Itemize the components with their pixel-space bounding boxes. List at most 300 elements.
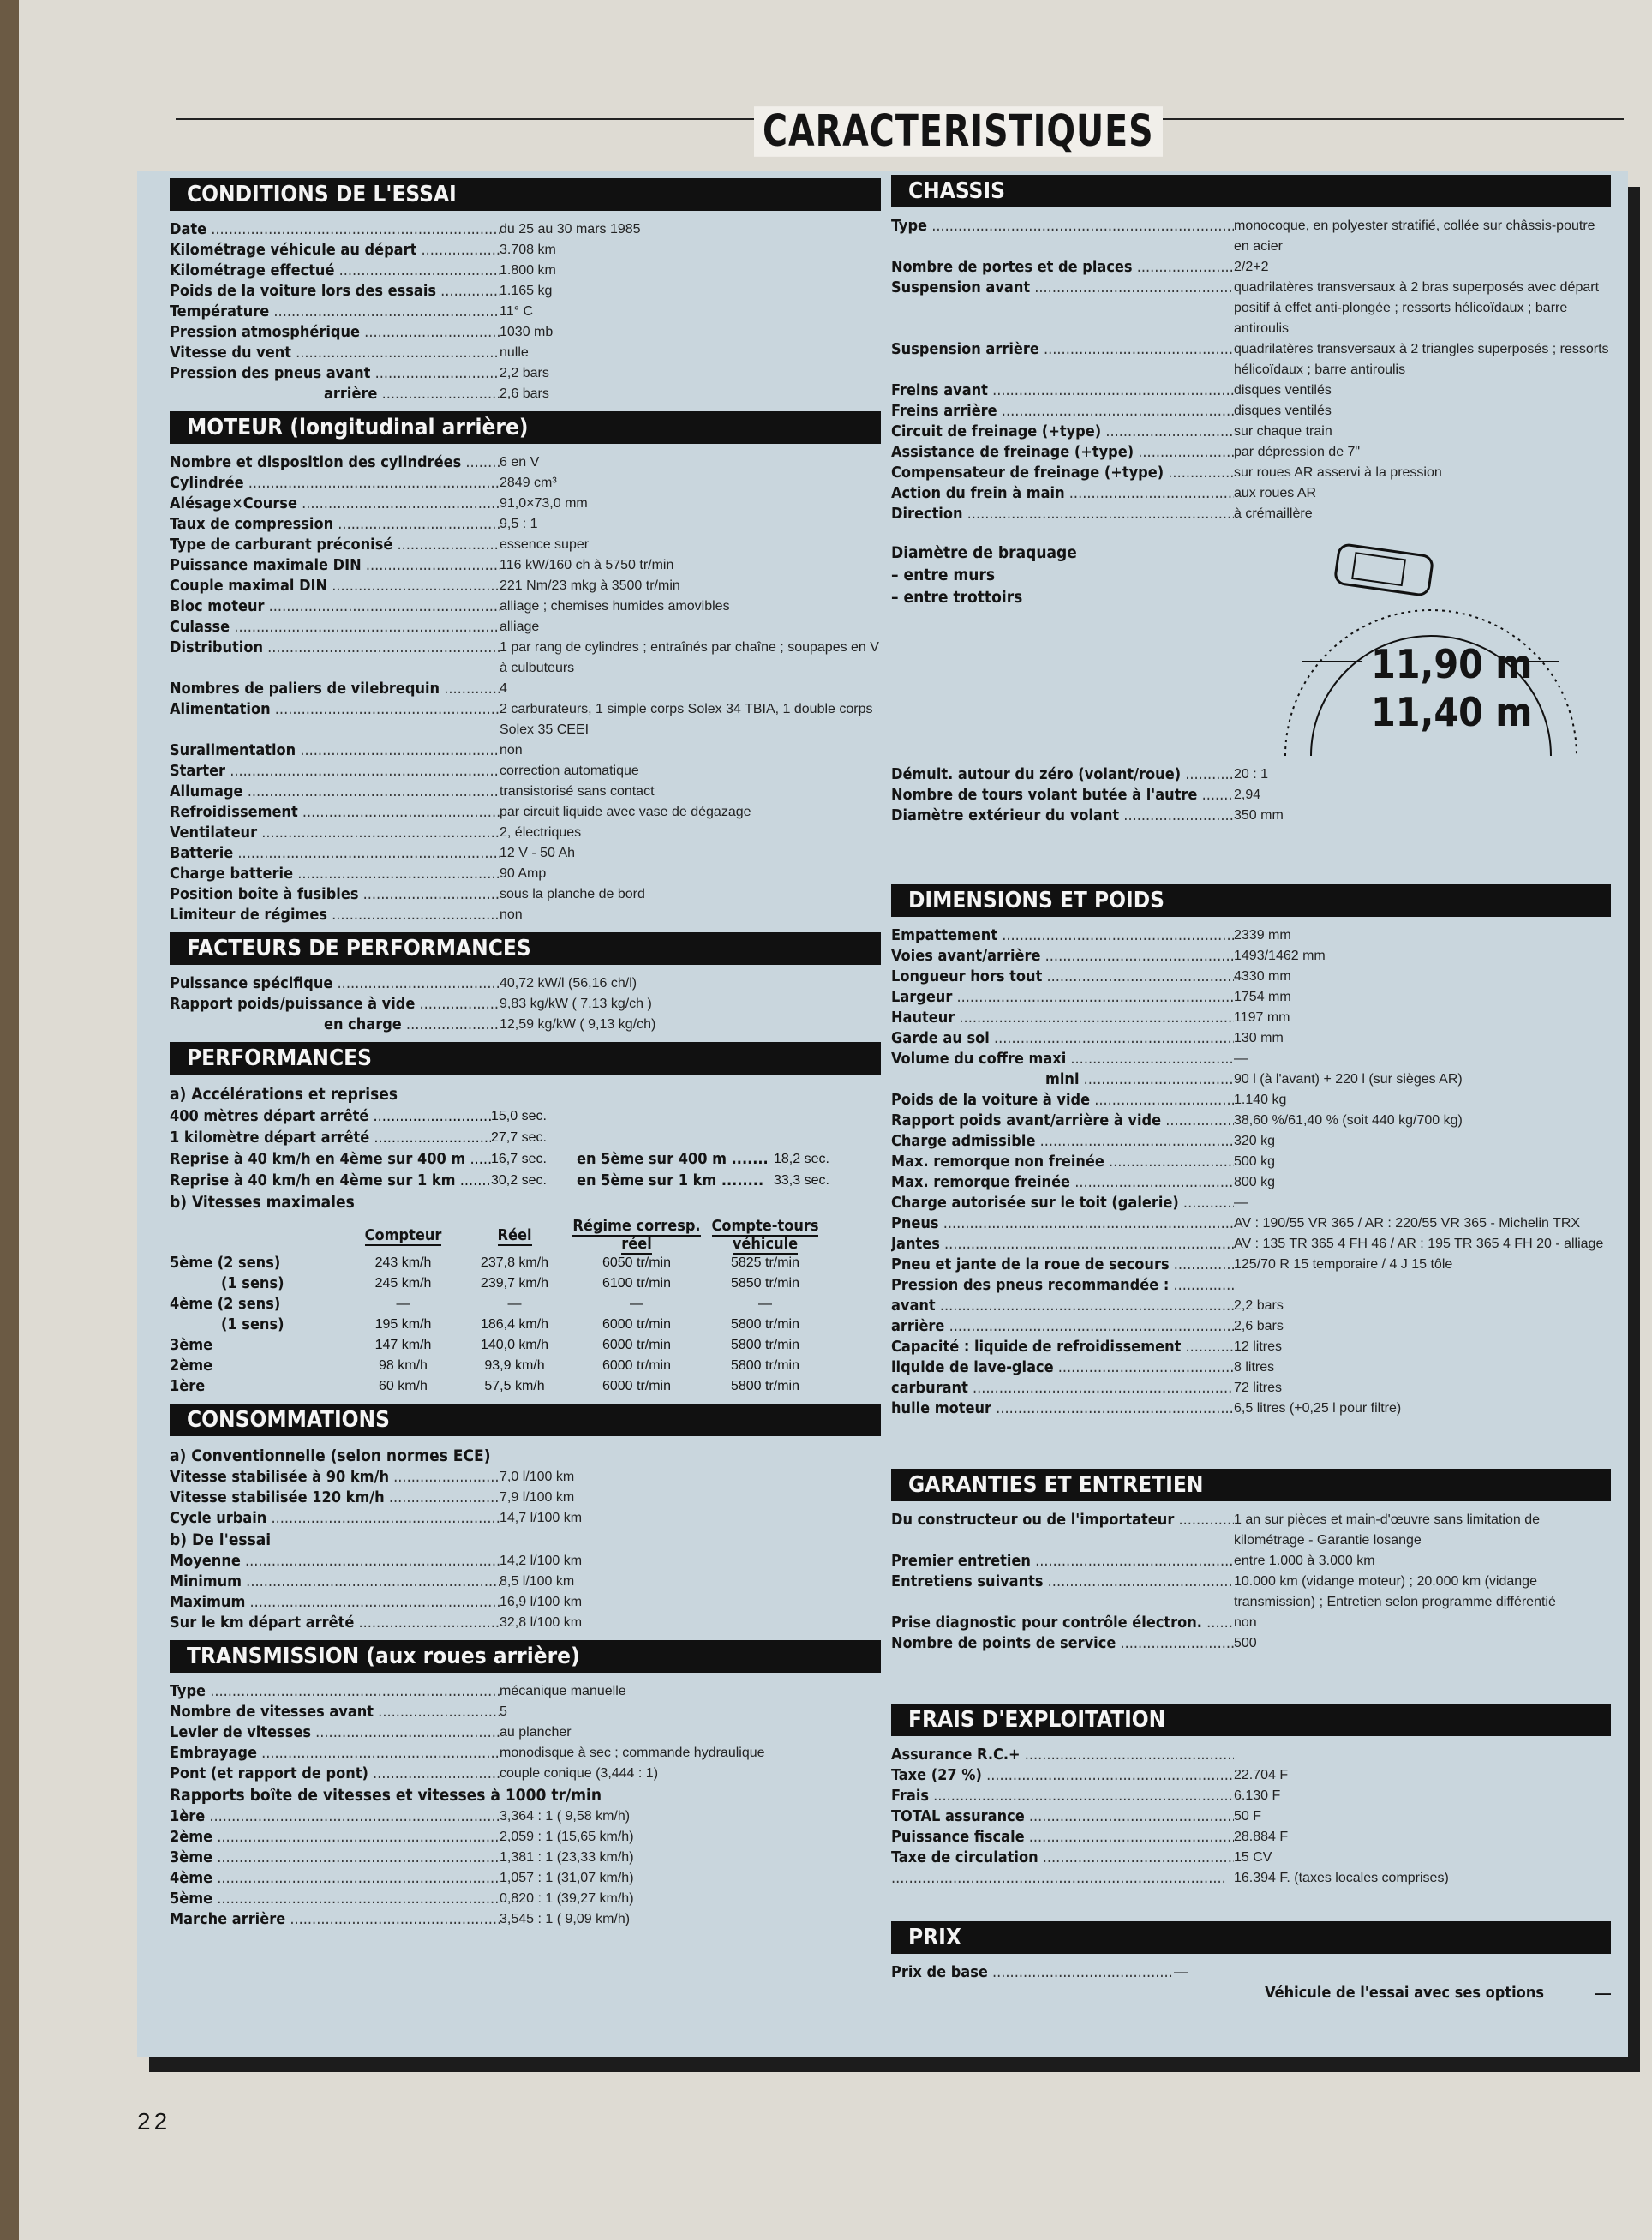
speed-cell: 98 km/h [379, 1358, 428, 1373]
spec-row [891, 401, 1611, 422]
spec-value: à crémaillère [1234, 506, 1313, 521]
spec-value: 5 [500, 1704, 507, 1719]
spec-row [891, 339, 1611, 380]
speed-cell: 5ème (2 sens) [170, 1254, 281, 1272]
spec-label: Minimum ..... [170, 1572, 500, 1592]
spec-value: 8,5 l/100 km [500, 1574, 575, 1589]
spec-row [170, 473, 881, 494]
spec-label: Jantes ..... [891, 1234, 1234, 1255]
spec-value: disques ventilés [1234, 404, 1332, 418]
spec-value: monodisque à sec ; commande hydraulique [500, 1746, 765, 1760]
spec-label: Premier entretien ..... [891, 1551, 1234, 1572]
spec-value: AV : 135 TR 365 4 FH 46 / AR : 195 TR 365 4 FH 20 - alliage [1234, 1237, 1604, 1251]
prix-base-row [891, 1962, 1611, 1983]
spec-value: sous la planche de bord [500, 887, 645, 901]
speed-cell: 5800 tr/min [730, 1358, 800, 1373]
spec-value: non [500, 743, 523, 758]
speed-header-blank [170, 1217, 350, 1253]
moteur-list [170, 452, 881, 925]
prix-base-label: Prix de base ..... [891, 1962, 1174, 1983]
spec-label: Nombre de tours volant butée à l'autre ..... [891, 785, 1234, 806]
spec-label: Vitesse du vent ..... [170, 343, 500, 363]
spec-label: Taux de compression ..... [170, 514, 500, 535]
spec-value: 3,364 : 1 ( 9,58 km/h) [500, 1809, 631, 1824]
spec-row [891, 806, 1611, 826]
spec-label: Maximum ..... [170, 1592, 500, 1613]
spec-row [891, 1069, 1611, 1090]
max-speed-table [170, 1217, 829, 1397]
spec-row [170, 1889, 881, 1909]
spec-label: Position boîte à fusibles ..... [170, 884, 500, 905]
spec-label: 3ème ..... [170, 1848, 500, 1868]
spec-label: Embrayage ..... [170, 1743, 500, 1764]
performances-heading: PERFORMANCES [170, 1042, 881, 1075]
speed-cell: 4ème (2 sens) [170, 1295, 281, 1313]
spec-value: 2339 mm [1234, 928, 1291, 943]
chassis-list [891, 216, 1611, 524]
spec-value: 4 [500, 681, 507, 696]
spec-label: liquide de lave-glace ..... [891, 1357, 1234, 1378]
spec-value: 12 litres [1234, 1339, 1283, 1354]
prix-base-value: — [1174, 1965, 1188, 1979]
accel-list [170, 1105, 881, 1191]
page-title: CARACTERISTIQUES [754, 106, 1163, 157]
spec-value: 1493/1462 mm [1234, 949, 1326, 963]
accel-cell: 15,0 sec. [491, 1109, 547, 1123]
spec-row [891, 1806, 1611, 1827]
spec-value: 22.704 F [1234, 1768, 1289, 1782]
spec-value: 1.800 km [500, 263, 556, 278]
speed-cell: 3ème [170, 1336, 213, 1354]
spec-row [170, 535, 881, 555]
spec-row [170, 494, 881, 514]
spec-row [891, 1090, 1611, 1111]
speed-row [170, 1376, 829, 1397]
accel-row [170, 1105, 881, 1127]
spec-row [170, 1806, 881, 1827]
accel-cell: 27,7 sec. [491, 1130, 547, 1145]
prix-vehicule-row [891, 1983, 1611, 2003]
spec-row [170, 617, 881, 638]
spec-label: Pression des pneus recommandée : ..... [891, 1275, 1234, 1296]
spec-label: Action du frein à main ..... [891, 483, 1234, 504]
spec-label: Allumage ..... [170, 782, 500, 802]
speed-cell: — [630, 1297, 643, 1311]
spec-row [170, 1488, 881, 1508]
spec-value: 1.140 kg [1234, 1093, 1287, 1107]
spec-label: Levier de vitesses ..... [170, 1722, 500, 1743]
spec-value: 28.884 F [1234, 1830, 1289, 1844]
frais-list [891, 1745, 1611, 1889]
spec-row [891, 946, 1611, 967]
transmission-list [170, 1681, 881, 1784]
spec-row [170, 1613, 881, 1633]
spec-value: 2,059 : 1 (15,65 km/h) [500, 1830, 634, 1844]
spec-label: Culasse ..... [170, 617, 500, 638]
accel-cell [577, 1127, 774, 1148]
spec-value: 2/2+2 [1234, 260, 1269, 274]
spec-row [891, 1213, 1611, 1234]
spec-label: Charge autorisée sur le toit (galerie) ..... [891, 1193, 1234, 1213]
spec-value: 6 en V [500, 455, 540, 470]
spec-label: TOTAL assurance ..... [891, 1806, 1234, 1827]
spec-row [170, 322, 881, 343]
dimensions-heading: DIMENSIONS ET POIDS [891, 884, 1611, 917]
spec-row [170, 1572, 881, 1592]
spec-value: 9,5 : 1 [500, 517, 538, 531]
spec-label: Bloc moteur ..... [170, 596, 500, 617]
spec-row [170, 363, 881, 384]
spec-value: non [500, 907, 523, 922]
accel-cell: 33,3 sec. [774, 1173, 829, 1188]
spec-label: Kilométrage effectué ..... [170, 261, 500, 281]
spec-label: Batterie ..... [170, 843, 500, 864]
spec-row [891, 1868, 1611, 1889]
spec-row [891, 422, 1611, 442]
spec-row [891, 278, 1611, 339]
spec-row [170, 905, 881, 925]
spec-row [891, 442, 1611, 463]
spec-row [170, 973, 881, 994]
spec-label: Puissance spécifique ..... [170, 973, 500, 994]
spec-label: Taxe de circulation ..... [891, 1848, 1234, 1868]
spec-row [170, 1848, 881, 1868]
spec-value: 90 Amp [500, 866, 547, 881]
spec-row [891, 785, 1611, 806]
spec-label: Largeur ..... [891, 987, 1234, 1008]
facteurs-list [170, 973, 881, 1035]
accel-cell: en 5ème sur 1 km ........ [577, 1171, 764, 1189]
spec-value: alliage ; chemises humides amovibles [500, 599, 730, 614]
accel-cell: 18,2 sec. [774, 1152, 829, 1166]
spec-value: sur chaque train [1234, 424, 1332, 439]
accel-cell: Reprise à 40 km/h en 4ème sur 400 m ..... [170, 1148, 491, 1170]
spec-value: 15 CV [1234, 1850, 1272, 1865]
spec-row [891, 1255, 1611, 1275]
spec-value: 1754 mm [1234, 990, 1291, 1004]
spec-label: Pont (et rapport de pont) ..... [170, 1764, 500, 1784]
spec-value: 10.000 km (vidange moteur) ; 20.000 km (vidange transmission) ; Entretien selon programme différentié [1234, 1574, 1556, 1609]
spec-row [891, 1152, 1611, 1172]
prix-vehicule-label: Véhicule de l'essai avec ses options [1265, 1984, 1544, 2002]
spec-row [170, 240, 881, 261]
spec-label: Starter ..... [170, 761, 500, 782]
spec-row [891, 987, 1611, 1008]
spec-value: 130 mm [1234, 1031, 1284, 1045]
spec-value: monocoque, en polyester stratifié, collée sur châssis-poutre en acier [1234, 219, 1595, 254]
spec-value: couple conique (3,444 : 1) [500, 1766, 659, 1781]
speed-row [170, 1315, 829, 1335]
spec-value: 91,0×73,0 mm [500, 496, 588, 511]
spec-row [891, 1827, 1611, 1848]
speed-cell: 6050 tr/min [602, 1255, 672, 1270]
spec-label: Du constructeur ou de l'importateur ..... [891, 1510, 1234, 1530]
spec-row [891, 1510, 1611, 1551]
spec-value: entre 1.000 à 3.000 km [1234, 1554, 1375, 1568]
spec-label: Freins arrière ..... [891, 401, 1234, 422]
spec-value: — [1234, 1051, 1248, 1066]
spec-label: Pneu et jante de la roue de secours ..... [891, 1255, 1234, 1275]
spec-row [170, 452, 881, 473]
spec-value: alliage [500, 620, 540, 634]
spec-label: Entretiens suivants ..... [891, 1572, 1234, 1592]
spec-row [170, 1868, 881, 1889]
speed-cell: 5800 tr/min [730, 1379, 800, 1393]
accel-cell: Reprise à 40 km/h en 4ème sur 1 km ..... [170, 1170, 491, 1191]
spec-row [170, 884, 881, 905]
spec-value: 6.130 F [1234, 1788, 1281, 1803]
spec-label: Sur le km départ arrêté ..... [170, 1613, 500, 1633]
spec-row [170, 1827, 881, 1848]
speed-cell: 243 km/h [374, 1255, 432, 1270]
spec-label: Nombre de vitesses avant ..... [170, 1702, 500, 1722]
spec-value: 2,6 bars [500, 386, 549, 401]
spec-row [170, 761, 881, 782]
spec-row [891, 1551, 1611, 1572]
frais-heading: FRAIS D'EXPLOITATION [891, 1704, 1611, 1736]
spec-row [170, 555, 881, 576]
accel-row [170, 1170, 881, 1191]
spec-row [170, 384, 881, 404]
spec-row [170, 823, 881, 843]
speed-header: Compteur [364, 1225, 442, 1244]
steering-list [891, 764, 1611, 826]
speed-row [170, 1356, 829, 1376]
spec-value: 11° C [500, 304, 534, 319]
spec-value: 0,820 : 1 (39,27 km/h) [500, 1891, 634, 1906]
spec-row [891, 1316, 1611, 1337]
spec-row [170, 596, 881, 617]
spec-value: 50 F [1234, 1809, 1262, 1824]
spec-label: Nombre et disposition des cylindrées ..... [170, 452, 500, 473]
speed-row [170, 1335, 829, 1356]
spec-value: quadrilatères transversaux à 2 bras superposés avec départ positif à effet anti-plongée ; ressorts hélicoïdaux ; barre antiroulis [1234, 280, 1600, 336]
spec-value: 1197 mm [1234, 1010, 1290, 1025]
moteur-heading: MOTEUR (longitudinal arrière) [170, 411, 881, 444]
spec-label: Circuit de freinage (+type) ..... [891, 422, 1234, 442]
spec-label: Nombres de paliers de vilebrequin ..... [170, 679, 500, 699]
spec-row [891, 504, 1611, 524]
spec-value: 500 kg [1234, 1154, 1276, 1169]
spec-value: non [1234, 1615, 1257, 1630]
speed-cell: — [758, 1297, 772, 1311]
spec-value: 350 mm [1234, 808, 1284, 823]
spec-value: 14,7 l/100 km [500, 1511, 583, 1525]
spec-value: disques ventilés [1234, 383, 1332, 398]
spec-value: 1 an sur pièces et main-d'œuvre sans limitation de kilométrage - Garantie losange [1234, 1512, 1540, 1548]
spec-label: 2ème ..... [170, 1827, 500, 1848]
spec-row [891, 925, 1611, 946]
speed-row [170, 1294, 829, 1315]
spec-row [891, 483, 1611, 504]
spec-label: Puissance fiscale ..... [891, 1827, 1234, 1848]
spec-row [891, 967, 1611, 987]
spec-label: arrière ..... [170, 384, 500, 404]
speed-cell: 186,4 km/h [480, 1317, 549, 1332]
left-column [170, 171, 881, 1930]
spec-value: du 25 au 30 mars 1985 [500, 222, 641, 237]
spec-value: 1,381 : 1 (23,33 km/h) [500, 1850, 634, 1865]
spec-label: Alimentation ..... [170, 699, 500, 720]
spec-label: carburant ..... [891, 1378, 1234, 1399]
conditions-heading: CONDITIONS DE L'ESSAI [170, 178, 881, 211]
spec-value: 1,057 : 1 (31,07 km/h) [500, 1871, 634, 1885]
spec-value: 1030 mb [500, 325, 554, 339]
spec-value: 2 carburateurs, 1 simple corps Solex 34 TBIA, 1 double corps Solex 35 CEEI [500, 702, 873, 737]
spec-label: Taxe (27 %) ..... [891, 1765, 1234, 1786]
spec-label: Rapport poids/puissance à vide ..... [170, 994, 500, 1015]
spec-label: Charge batterie ..... [170, 864, 500, 884]
spec-row [891, 1193, 1611, 1213]
spec-label: Distribution ..... [170, 638, 500, 658]
spec-label: en charge ..... [170, 1015, 500, 1035]
spec-value: 14,2 l/100 km [500, 1554, 583, 1568]
prix-heading: PRIX [891, 1921, 1611, 1954]
spec-label: Rapport poids avant/arrière à vide ..... [891, 1111, 1234, 1131]
spec-row [170, 1551, 881, 1572]
spec-label: Voies avant/arrière ..... [891, 946, 1234, 967]
spec-label: Pneus ..... [891, 1213, 1234, 1234]
spec-label: mini ..... [891, 1069, 1234, 1090]
spec-label: Vitesse stabilisée 120 km/h ..... [170, 1488, 500, 1508]
spec-row [170, 1015, 881, 1035]
spec-label: Nombre de portes et de places ..... [891, 257, 1234, 278]
spec-label: Moyenne ..... [170, 1551, 500, 1572]
page-number: 22 [137, 2108, 171, 2135]
consommations-heading: CONSOMMATIONS [170, 1404, 881, 1436]
spec-label: Date ..... [170, 219, 500, 240]
spec-row [891, 1234, 1611, 1255]
conso-list-b [170, 1551, 881, 1633]
spec-value: 90 l (à l'avant) + 220 l (sur sièges AR) [1234, 1072, 1463, 1087]
spec-label: Couple maximal DIN ..... [170, 576, 500, 596]
spec-row [170, 1681, 881, 1702]
spec-row [891, 1357, 1611, 1378]
speed-header: Régime corresp. réel [572, 1217, 701, 1253]
spec-row [170, 994, 881, 1015]
spec-label: Suspension arrière ..... [891, 339, 1234, 360]
spec-label: Température ..... [170, 302, 500, 322]
spec-label: Poids de la voiture à vide ..... [891, 1090, 1234, 1111]
speed-row [170, 1253, 829, 1273]
spec-label: Hauteur ..... [891, 1008, 1234, 1028]
spec-label: Vitesse stabilisée à 90 km/h ..... [170, 1467, 500, 1488]
spec-label: Pression des pneus avant ..... [170, 363, 500, 384]
spec-row [170, 1764, 881, 1784]
speed-cell: 5800 tr/min [730, 1317, 800, 1332]
speed-cell: 239,7 km/h [480, 1276, 549, 1291]
speed-cell: 6100 tr/min [602, 1276, 672, 1291]
garanties-list [891, 1510, 1611, 1654]
right-column [891, 168, 1611, 2003]
spec-row [891, 1131, 1611, 1152]
spec-value: quadrilatères transversaux à 2 triangles superposés ; ressorts hélicoïdaux ; barre antiroulis [1234, 342, 1609, 377]
spec-label: Frais ..... [891, 1786, 1234, 1806]
spec-value: aux roues AR [1234, 486, 1317, 500]
speed-cell: 6000 tr/min [602, 1379, 672, 1393]
accel-cell: 16,7 sec. [491, 1152, 547, 1166]
spec-value: 116 kW/160 ch à 5750 tr/min [500, 558, 674, 572]
spec-value: au plancher [500, 1725, 572, 1740]
spec-row [891, 257, 1611, 278]
spec-row [170, 1702, 881, 1722]
spec-row [170, 1508, 881, 1529]
speed-cell: (1 sens) [221, 1274, 284, 1292]
speed-cell: 5850 tr/min [730, 1276, 800, 1291]
spec-label: Cylindrée ..... [170, 473, 500, 494]
spec-value: 9,83 kg/kW ( 7,13 kg/ch ) [500, 997, 652, 1011]
spec-value: mécanique manuelle [500, 1684, 626, 1698]
spec-row [891, 1848, 1611, 1868]
spec-label: avant ..... [891, 1296, 1234, 1316]
speed-cell: 6000 tr/min [602, 1358, 672, 1373]
spec-row [170, 1909, 881, 1930]
spec-label: Diamètre extérieur du volant ..... [891, 806, 1234, 826]
spec-value: 2,2 bars [500, 366, 549, 380]
spec-row [891, 1049, 1611, 1069]
spec-row [891, 1172, 1611, 1193]
spec-label: Capacité : liquide de refroidissement ..... [891, 1337, 1234, 1357]
conditions-list [170, 219, 881, 404]
spec-value: AV : 190/55 VR 365 / AR : 220/55 VR 365 - Michelin TRX [1234, 1216, 1581, 1231]
spec-label: Poids de la voiture lors des essais ..... [170, 281, 500, 302]
spec-value: sur roues AR asservi à la pression [1234, 465, 1442, 480]
facteurs-heading: FACTEURS DE PERFORMANCES [170, 932, 881, 965]
spec-value: correction automatique [500, 764, 639, 778]
speed-cell: — [507, 1297, 522, 1311]
spec-value: 1 par rang de cylindres ; entraînés par chaîne ; soupapes en V à culbuteurs [500, 640, 879, 675]
spec-row [170, 576, 881, 596]
accel-row [170, 1148, 881, 1170]
spec-value: 800 kg [1234, 1175, 1276, 1189]
braquage-murs-value: 11,90 m [1371, 641, 1533, 687]
spec-label: Cycle urbain ..... [170, 1508, 500, 1529]
conso-title-b: b) De l'essai [170, 1530, 272, 1549]
spec-value: 2,6 bars [1234, 1319, 1284, 1333]
ratios-title: Rapports boîte de vitesses et vitesses à 1000 tr/min [170, 1786, 602, 1805]
spec-value: 16.394 F. (taxes locales comprises) [1234, 1871, 1449, 1885]
braquage-murs-label: – entre murs [891, 566, 996, 584]
spec-label: Refroidissement ..... [170, 802, 500, 823]
spec-row [170, 1722, 881, 1743]
speed-cell: — [396, 1297, 410, 1311]
spec-value: 7,0 l/100 km [500, 1470, 575, 1484]
spec-label: Pression atmosphérique ..... [170, 322, 500, 343]
spec-row [891, 1337, 1611, 1357]
spec-row [891, 1786, 1611, 1806]
spec-value: 2,2 bars [1234, 1298, 1284, 1313]
speed-cell: 237,8 km/h [480, 1255, 549, 1270]
turning-circle-diagram [891, 542, 1611, 764]
spec-label: Assistance de freinage (+type) ..... [891, 442, 1234, 463]
spec-value: 40,72 kW/l (56,16 ch/l) [500, 976, 637, 991]
spec-row [170, 843, 881, 864]
speed-cell: (1 sens) [221, 1315, 284, 1333]
conso-list-a [170, 1467, 881, 1529]
spec-row [170, 302, 881, 322]
spec-row [891, 1378, 1611, 1399]
spec-value: 125/70 R 15 temporaire / 4 J 15 tôle [1234, 1257, 1453, 1272]
spec-row [891, 1296, 1611, 1316]
spec-value: 3.708 km [500, 243, 556, 257]
spec-row [170, 740, 881, 761]
spec-label: Nombre de points de service ..... [891, 1633, 1234, 1654]
spec-row [170, 514, 881, 535]
spec-row [170, 1467, 881, 1488]
speed-cell: 60 km/h [379, 1379, 428, 1393]
spec-value: 2, électriques [500, 825, 582, 840]
dimensions-list [891, 925, 1611, 1419]
